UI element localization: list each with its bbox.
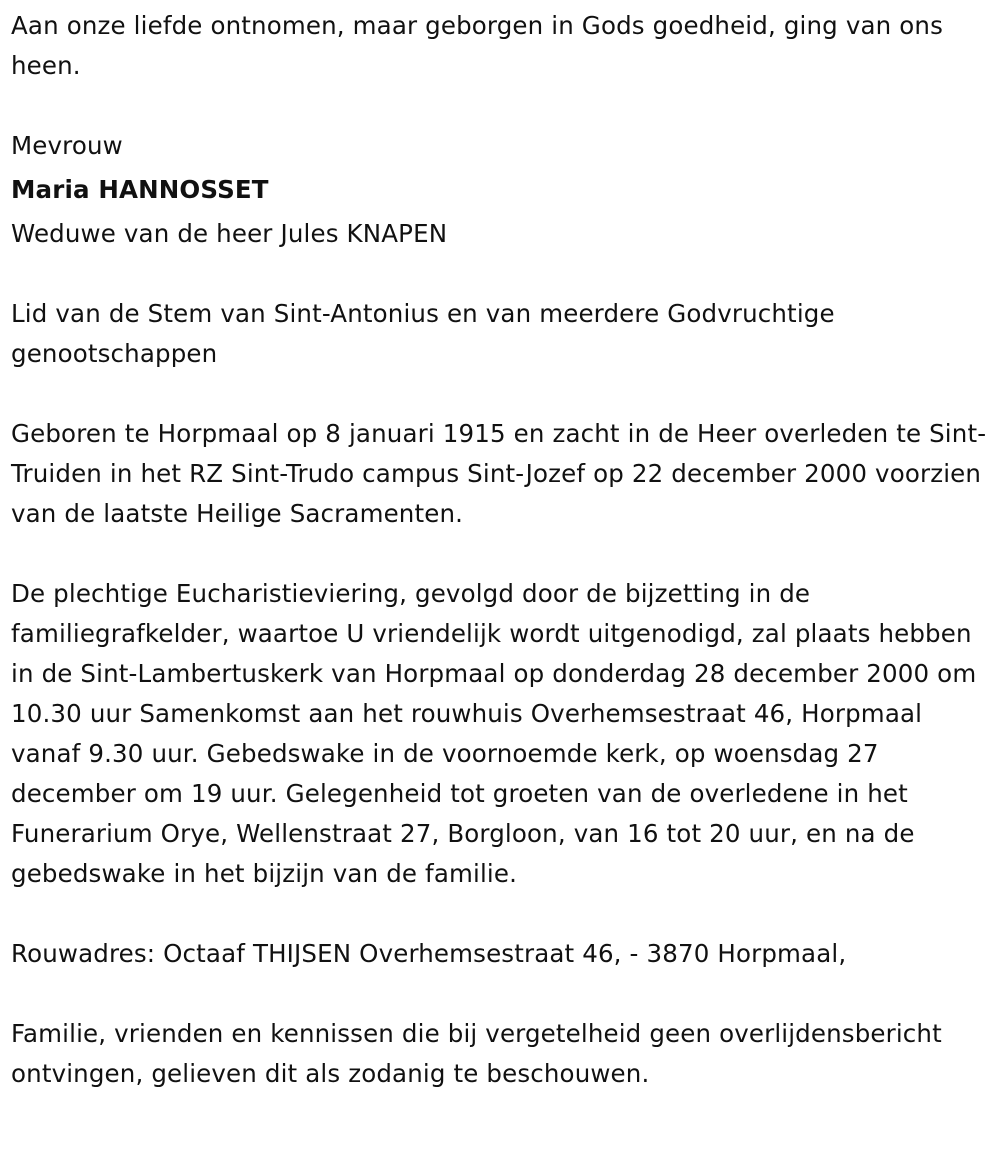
closing-text: Familie, vrienden en kennissen die bij vergetelheid geen overlijdensbericht ontvingen, gelieven dit als zodanig te beschouwen. (11, 1019, 942, 1088)
spacer (11, 974, 992, 1014)
spacer (11, 894, 992, 934)
spacer (11, 86, 992, 126)
spacer (11, 254, 992, 294)
birth-death-text: Geboren te Horpmaal op 8 januari 1915 en zacht in de Heer overleden te Sint-Truiden in het RZ Sint-Trudo campus Sint-Jozef op 22 december 2000 voorzien van de laatste Heilige Sacramenten. (11, 419, 987, 528)
salutation: Mevrouw (11, 131, 123, 160)
membership-text: Lid van de Stem van Sint-Antonius en van meerdere Godvruchtige genootschappen (11, 299, 835, 368)
mourning-address: Rouwadres: Octaaf THIJSEN Overhemsestraat 46, - 3870 Horpmaal, (11, 939, 847, 968)
ceremony-text: De plechtige Eucharistieviering, gevolgd door de bijzetting in de familiegrafkelder, waartoe U vriendelijk wordt uitgenodigd, zal plaats hebben in de Sint-Lambertuskerk van Horpmaal op donderdag 28 december 2000 om 10.30 uur Samenkomst aan het rouwhuis Overhemsestraat 46, Horpmaal vanaf 9.30 uur. Gebedswake in de voornoemde kerk, op woensdag 27 december om 19 uur. Gelegenheid tot groeten van de overledene in het Funerarium Orye, Wellenstraat 27, Borgloon, van 16 tot 20 uur, en na de gebedswake in het bijzijn van de familie. (11, 579, 977, 888)
spacer (11, 374, 992, 414)
intro-text: Aan onze liefde ontnomen, maar geborgen in Gods goedheid, ging van ons heen. (11, 11, 943, 80)
spacer (11, 534, 992, 574)
widow-of-text: Weduwe van de heer Jules KNAPEN (11, 219, 448, 248)
deceased-name: Maria HANNOSSET (11, 175, 269, 204)
